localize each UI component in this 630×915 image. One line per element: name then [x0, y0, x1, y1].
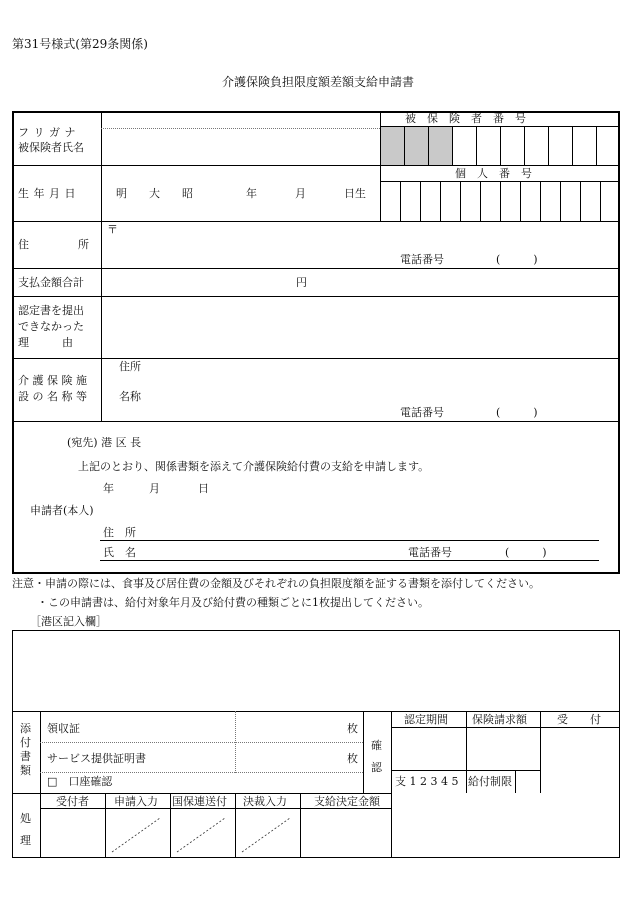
proc-header-input: 申請入力	[114, 795, 158, 808]
slash-input	[112, 818, 160, 852]
address-label: 住	[18, 238, 29, 251]
applicant-label: 申請者(本人)	[30, 504, 94, 517]
era-options[interactable]: 明 大 昭	[116, 187, 193, 200]
yen-unit: 円	[296, 276, 307, 289]
insured-name-label: 被保険者氏名	[18, 141, 84, 154]
postal-mark: 〒	[107, 223, 118, 236]
col-receive: 受 付	[557, 713, 601, 726]
branch-code: 支 1 2 3 4 5	[395, 775, 459, 788]
proc-header-amount: 支給決定金額	[314, 795, 380, 808]
service-cert-count-unit: 枚	[347, 752, 358, 765]
facility-phone-label: 電話番号	[400, 406, 444, 419]
birth-year-unit: 年	[246, 187, 257, 200]
facility-name-label: 名称	[119, 390, 141, 403]
phone-label: 電話番号	[400, 253, 444, 266]
office-section-heading: ［港区記入欄］	[30, 615, 107, 628]
applicant-address-label: 住 所	[103, 526, 136, 539]
birth-day-unit: 日生	[344, 187, 366, 200]
reason-label-line1: 認定書を提出	[18, 304, 84, 317]
date-month-unit: 月	[149, 482, 160, 495]
phone-field[interactable]: ( )	[496, 253, 538, 266]
proc-header-receiver: 受付者	[56, 795, 89, 808]
proc-header-kokuhoren: 国保連送付	[172, 795, 227, 808]
facility-label-line2: 設 の 名 称 等	[18, 390, 87, 403]
note-attach-documents: 注意・申請の際には、食事及び居住費の金額及びそれぞれの負担限度額を証する書類を添付してください。	[12, 577, 540, 590]
total-amount-label: 支払金額合計	[18, 276, 84, 289]
col-period: 認定期間	[404, 713, 448, 726]
reason-label-line2: できなかった	[18, 320, 84, 333]
address-label-2: 所	[78, 238, 89, 251]
confirm-label: 確認	[371, 739, 382, 774]
form-title: 介護保険負担限度額差額支給申請書	[222, 75, 415, 89]
receipt-count-unit: 枚	[347, 722, 358, 735]
furigana-label: フ リ ガ ナ	[18, 126, 76, 139]
date-day-unit: 日	[198, 482, 209, 495]
addressee: (宛先) 港 区 長	[67, 436, 142, 449]
service-cert-label: サービス提供証明書	[47, 752, 146, 765]
attachments-label: 添付書類	[20, 722, 31, 777]
facility-address-label: 住所	[119, 360, 141, 373]
form-number: 第31号様式(第29条関係)	[12, 37, 148, 51]
facility-phone-field[interactable]: ( )	[496, 406, 538, 419]
account-check-checkbox[interactable]: □ 口座確認	[47, 775, 113, 788]
insured-number-label: 被 保 険 者 番 号	[405, 112, 526, 125]
birth-month-unit: 月	[295, 187, 306, 200]
applicant-phone-field[interactable]: ( )	[505, 546, 547, 559]
applicant-phone-label: 電話番号	[408, 546, 452, 559]
reason-label-line3: 理 由	[18, 336, 73, 349]
proc-header-approval: 決裁入力	[243, 795, 287, 808]
individual-number-label: 個 人 番 号	[455, 167, 532, 180]
date-year-unit: 年	[103, 482, 114, 495]
slash-approval	[242, 818, 290, 852]
note-one-per-month: ・この申請書は、給付対象年月及び給付費の種類ごとに1枚提出してください。	[37, 596, 429, 609]
birth-date-label: 生 年 月 日	[18, 187, 76, 200]
applicant-name-label: 氏 名	[103, 546, 136, 559]
processing-label: 処理	[20, 812, 31, 847]
benefit-limit-label: 給付制限	[468, 775, 512, 788]
declaration-statement: 上記のとおり、関係書類を添えて介護保険給付費の支給を申請します。	[78, 460, 430, 473]
receipt-label: 領収証	[47, 722, 80, 735]
col-claim-amount: 保険請求額	[472, 713, 527, 726]
slash-kokuhoren	[177, 818, 225, 852]
facility-label-line1: 介 護 保 険 施	[18, 374, 87, 387]
